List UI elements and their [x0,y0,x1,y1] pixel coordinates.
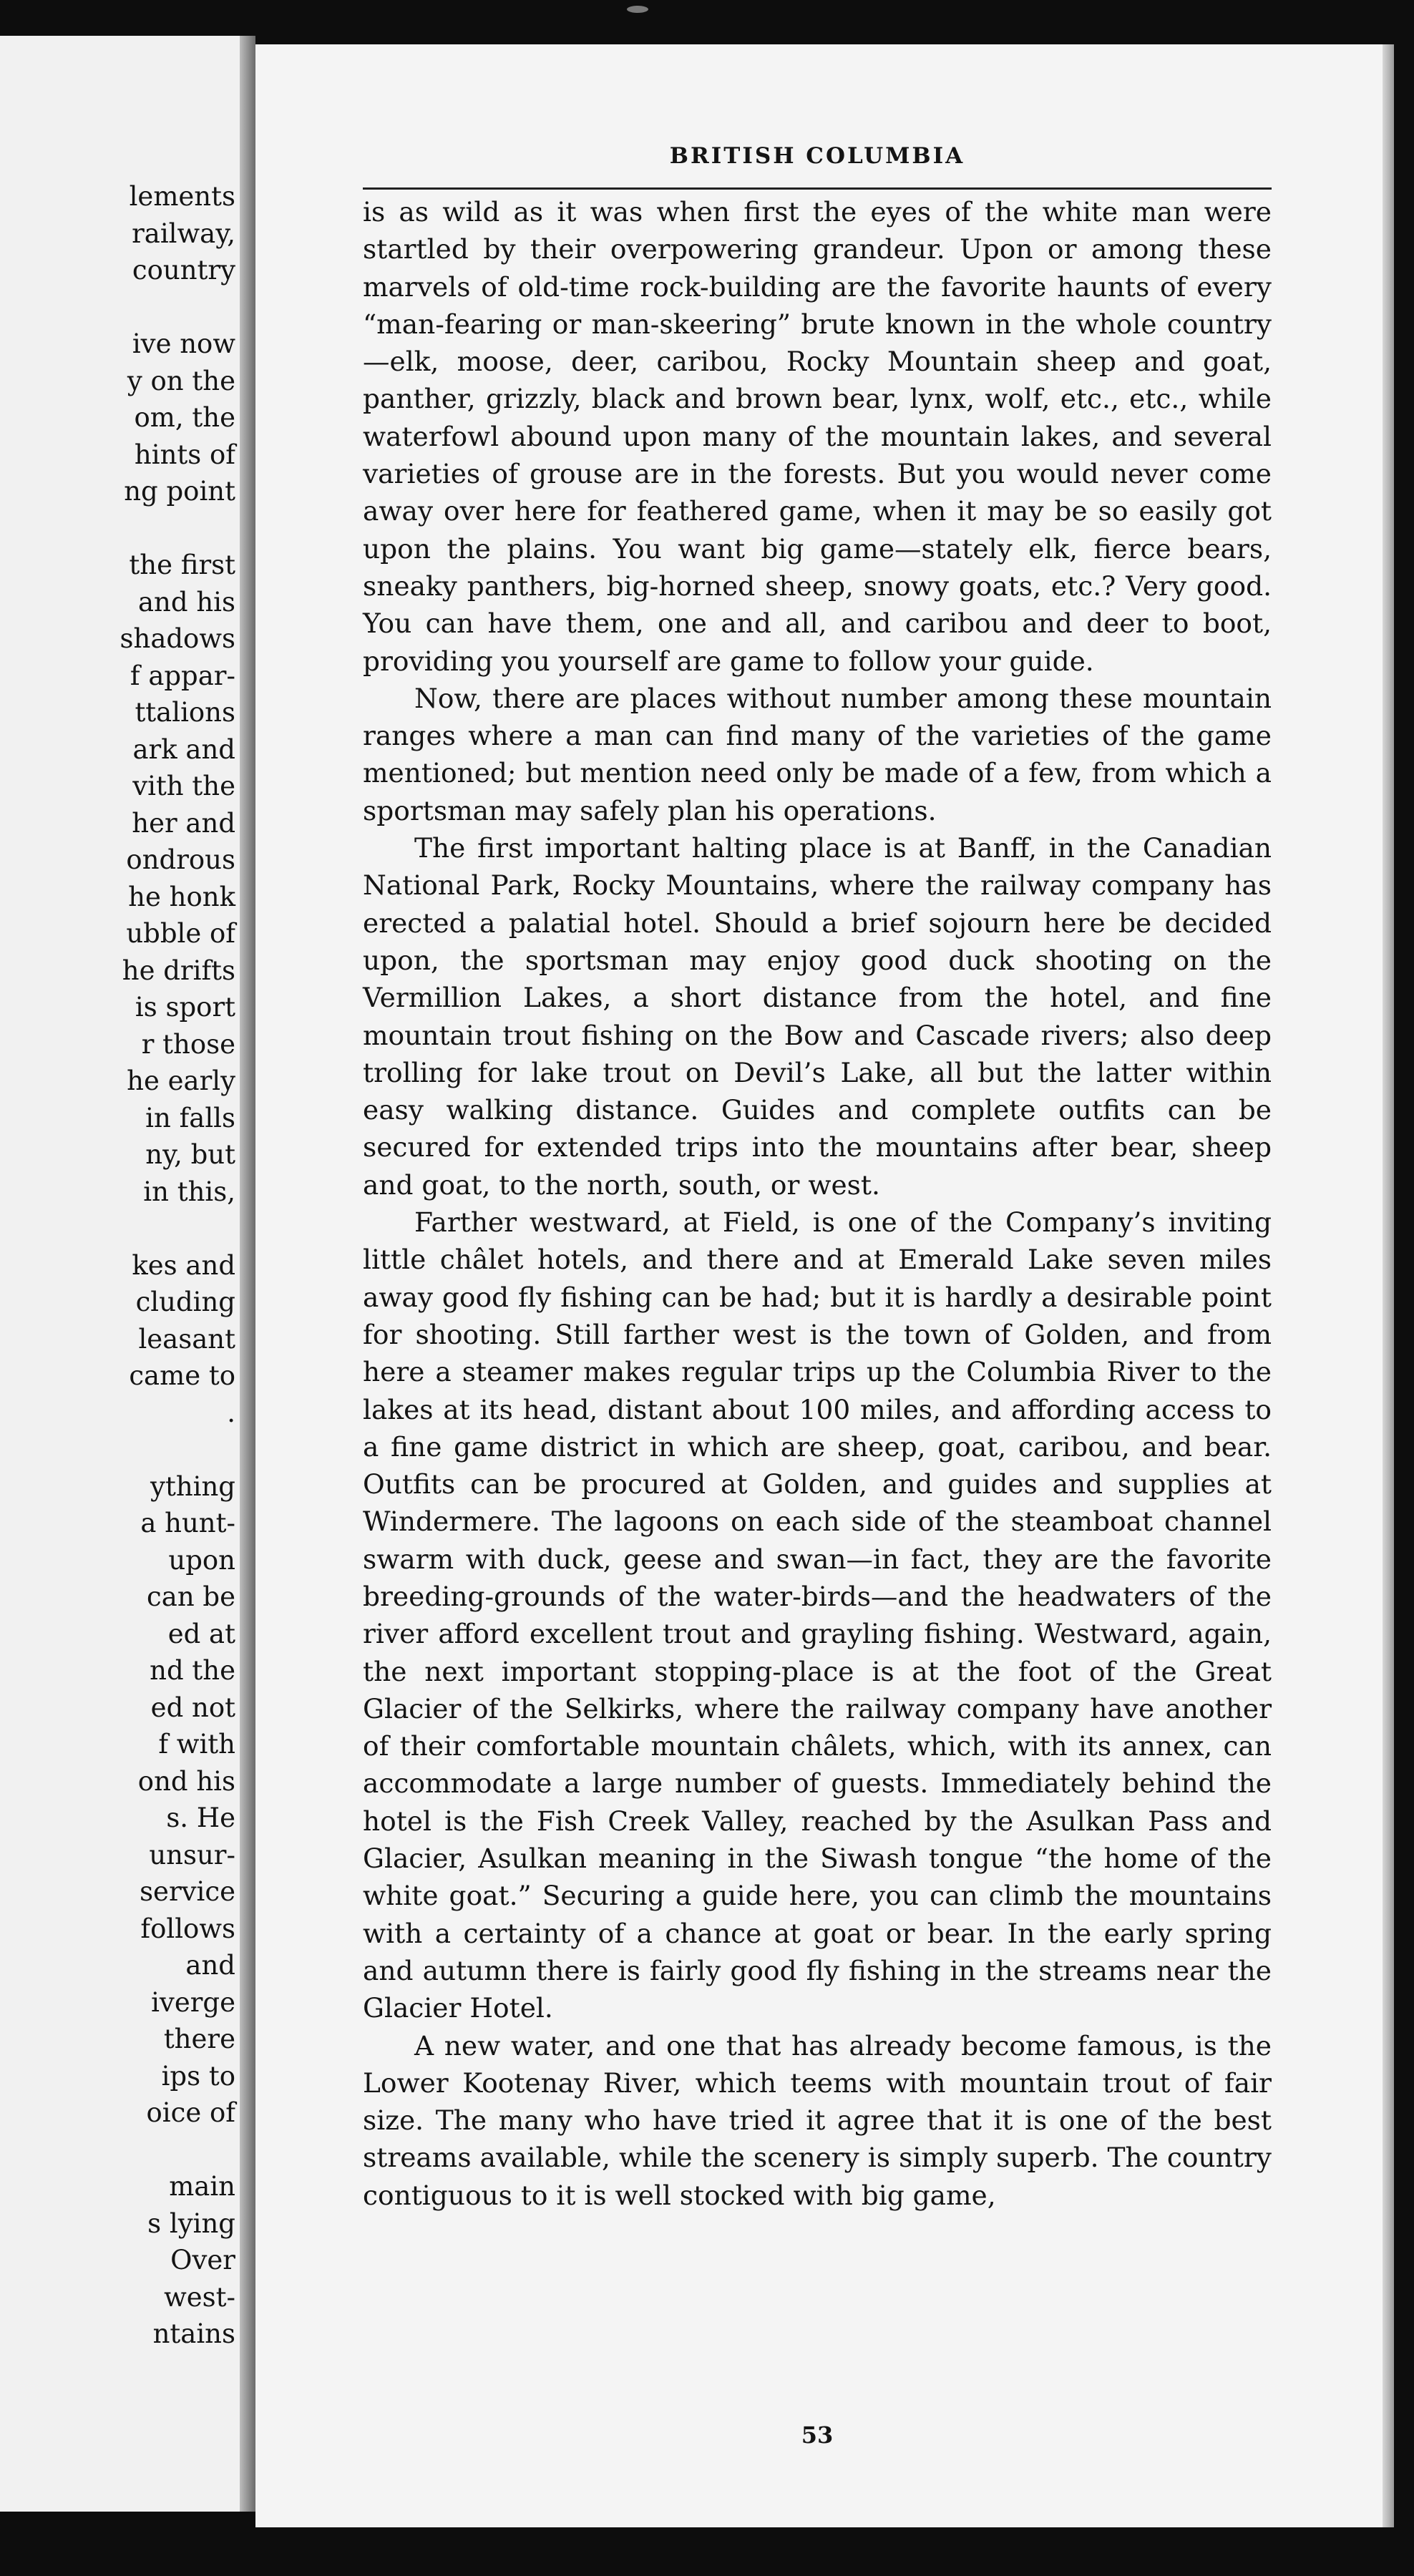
left-fragment-line: ond his [137,1765,235,1797]
paragraph-4: Farther westward, at Field, is one of the Company’s inviting little châlet hotels, and there and at Emerald Lake seven miles away good fly fishing can be had; but it is hardly a desirable point for shooting. Still farther west is the town of Golden, and from here a steamer makes regular trips up the Columbia River to the lakes at its head, distant about 100 miles, and affording access to a fine game district in which are sheep, goat, caribou, and bear. Outfits can be procured at Golden, and guides and supplies at Windermere. The lagoons on each side of the steamboat channel swarm with duck, geese and swan—in fact, they are the favorite breeding-grounds of the water-birds—and the headwaters of the river afford excellent trout and grayling fishing. Westward, again, the next important stopping-place is at the foot of the Great Glacier of the Selkirks, where the railway company have another of their comfortable mountain châlets, which, with its annex, can accommodate a large number of guests. Immediately behind the hotel is the Fish Creek Valley, reached by the Asulkan Pass and Glacier, Asulkan meaning in the Siwash tongue “the home of the white goat.” Securing a guide here, you can climb the mountains with a certainty of a chance at goat or bear. In the early spring and autumn there is fairly good fly fishing in the streams near the Glacier Hotel. [363,1206,1272,2024]
left-fragment-line: . [227,1397,235,1428]
running-header: BRITISH COLUMBIA [669,143,965,169]
left-fragment-line: and [185,1950,235,1981]
left-fragment-line: shadows [120,623,235,654]
left-fragment-line: can be [147,1581,235,1612]
left-fragment-line: ondrous [126,844,235,875]
paragraph-1: is as wild as it was when first the eyes of the white man were startled by their overpowering grandeur. Upon or among these marvels of old-time rock-building are the favorite haunts of every “man-fearing or man-skeering” brute known in the whole country—elk, moose, deer, caribou, Rocky Mountain sheep and goat, panther, grizzly, black and brown bear, lynx, wolf, etc., etc., while waterfowl abound upon many of the mountain lakes, and several varieties of grouse are in the forests. But you would never come away over here for feathered game, when it may be so easily got upon the plains. You want big game—stately elk, fierce bears, sneaky panthers, big-horned sheep, snowy goats, etc.? Very good. You can have them, one and all, and caribou and deer to boot, providing you yourself are game to follow your guide. [363,196,1272,677]
left-fragment-line: s. He [166,1802,235,1833]
left-fragment-line: ttalions [135,697,235,728]
left-fragment-line: service [140,1876,235,1907]
left-fragment-line: main [169,2171,235,2202]
left-fragment-line: ips to [161,2060,235,2092]
left-fragment-line: west- [164,2281,235,2313]
page-number: 53 [801,2421,834,2449]
paragraph-3: The first important halting place is at Banff, in the Canadian National Park, Rocky Mountains, where the railway company has erected a palatial hotel. Should a brief sojourn here be decided upon, the sportsman may enjoy good duck shooting on the Vermillion Lakes, a short distance from the hotel, and fine mountain trout fishing on the Bow and Cascade rivers; also deep trolling for lake trout on Devil’s Lake, all but the latter within easy walking distance. Guides and complete outfits can be secured for extended trips into the mountains after bear, sheep and goat, to the north, south, or west. [363,832,1272,1201]
left-fragment-line: ything [150,1470,235,1502]
left-fragment-line: vith the [132,771,235,801]
left-fragment-line: ng point [124,476,235,507]
left-fragment-line: railway, [132,218,235,249]
left-fragment-line: oice of [146,2097,235,2128]
left-fragment-line: came to [129,1360,235,1391]
left-fragment-line: f appar- [130,660,235,691]
left-fragment-line: and his [138,586,235,618]
left-fragment-line: Over [170,2245,235,2275]
left-fragment-line: cluding [135,1287,235,1317]
left-fragment-line: hints of [134,439,235,470]
left-fragment-line: kes and [132,1249,235,1281]
left-fragment-line: upon [168,1544,235,1576]
left-fragment-line: he early [127,1065,235,1096]
left-fragment-line: ed at [167,1618,235,1649]
page-body [363,193,1272,2214]
left-fragment-line: is sport [135,992,235,1023]
right-page [255,44,1383,2527]
left-fragment-line: her and [132,807,235,839]
left-fragment-line: s lying [147,2207,235,2239]
header-rule [363,187,1272,190]
left-fragment-line: a hunt- [140,1508,235,1538]
left-fragment-line: ark and [132,733,235,765]
left-fragment-line: he honk [128,881,235,912]
left-fragment-line: nd the [150,1655,235,1686]
scan-speck [627,6,648,13]
left-fragment-line: country [132,255,235,286]
left-fragment-line: ive now [132,328,235,359]
left-fragment-line: ntains [152,2318,235,2349]
left-fragment-line: r those [141,1028,235,1060]
book-gutter [240,36,255,2512]
left-fragment-line: iverge [151,1986,235,2018]
left-fragment-line: om, the [134,402,235,433]
paragraph-2: Now, there are places without number among these mountain ranges where a man can find many of the varieties of the game mentioned; but mention need only be made of a few, from which a sportsman may safely plan his operations. [363,682,1272,826]
left-fragment-line: ny, but [145,1139,235,1170]
paragraph-5: A new water, and one that has already become famous, is the Lower Kootenay River, which teems with mountain trout of fair size. The many who have tried it agree that it is one of the best streams available, while the scenery is simply superb. The country contiguous to it is well stocked with big game, [363,2029,1272,2211]
left-fragment-line: leasant [138,1323,235,1355]
left-fragment-line: y on the [127,365,235,396]
left-fragment-line: in this, [143,1176,235,1207]
left-fragment-line: he drifts [122,955,235,986]
left-fragment-line: f with [158,1729,235,1760]
left-fragment-line: ed not [150,1692,235,1723]
left-fragment-line: unsur- [149,1839,235,1870]
left-fragment-line: ubble of [126,918,235,949]
left-fragment-line: there [163,2024,235,2054]
page-edge [1383,44,1394,2527]
left-fragment-line: in falls [145,1102,235,1133]
left-fragment-line: follows [140,1913,235,1944]
left-page-fragment [0,36,240,2512]
left-fragment-line: the first [129,550,235,580]
left-fragment-line: lements [129,181,235,212]
